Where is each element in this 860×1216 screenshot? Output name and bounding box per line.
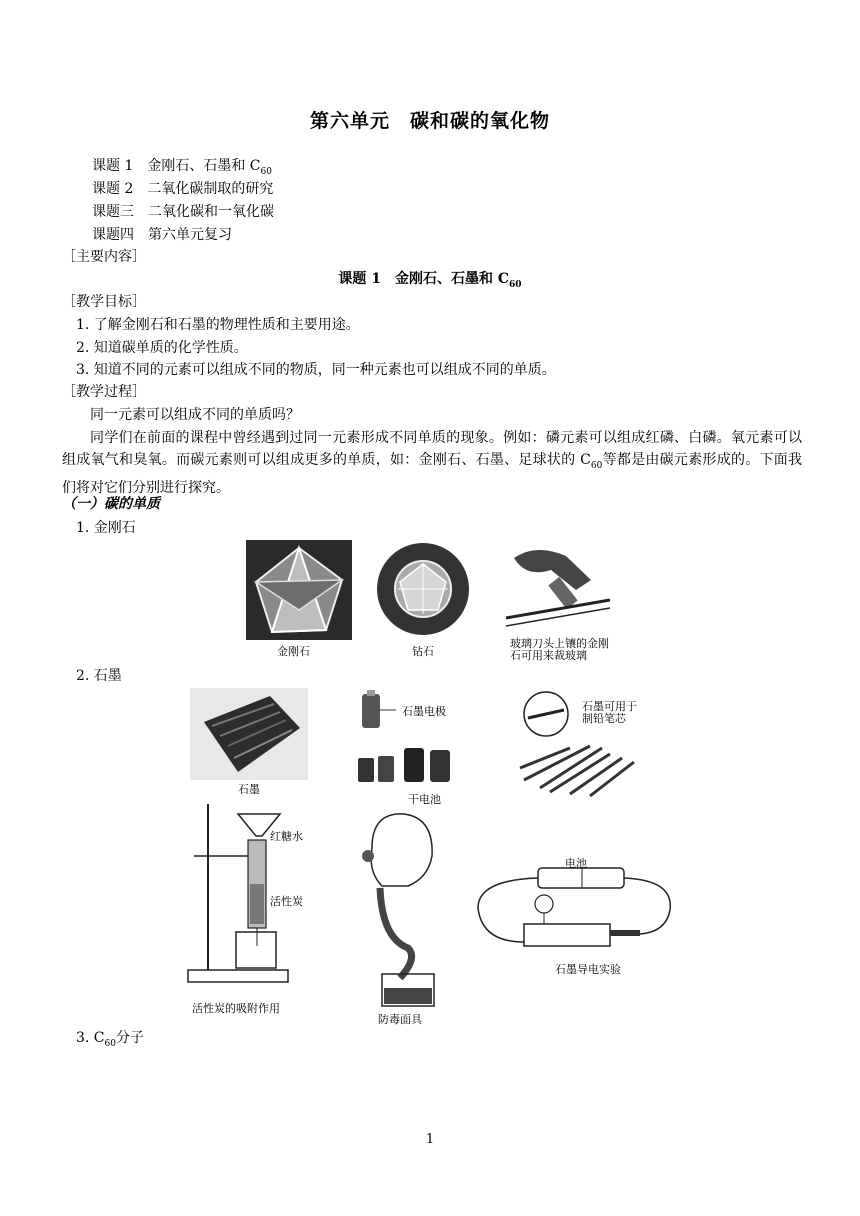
toc-item-2: 课题 2 二氧化碳制取的研究 — [92, 181, 274, 197]
caption-raw-diamond: 金刚石 — [277, 645, 310, 658]
raw-diamond-photo — [246, 540, 352, 640]
caption-battery: 干电池 — [408, 793, 441, 806]
main-content-label: ［主要内容］ — [62, 249, 146, 265]
item-graphite: 2. 石墨 — [76, 668, 122, 684]
caption-gas-mask: 防毒面具 — [378, 1013, 422, 1026]
caption-electrode: 石墨电极 — [402, 705, 446, 718]
caption-graphite: 石墨 — [238, 783, 260, 796]
goal-item-3: 3. 知道不同的元素可以组成不同的物质，同一种元素也可以组成不同的单质。 — [76, 362, 556, 378]
section-carbon-elements: （一）碳的单质 — [62, 496, 160, 512]
caption-sugar-water: 红糖水 — [270, 830, 303, 843]
conductivity-experiment-drawing — [470, 860, 680, 960]
intro-paragraph: 同学们在前面的课程中曾经遇到过同一元素形成不同单质的现象。例如：磷元素可以组成红磷、白磷。氧元素可以组成氧气和臭氧。而碳元素则可以组成更多的单质，如：金刚石、石墨、足球状的 $C_{60}$等都是由碳元素形成的。下面我们将对它们分别进行探究。 — [62, 430, 802, 496]
caption-activated-carbon: 活性炭 — [270, 895, 303, 908]
lesson-title: 课题 1 金刚石、石墨和 $C_{60}$ — [338, 271, 522, 290]
goal-item-2: 2. 知道碳单质的化学性质。 — [76, 340, 248, 356]
glass-cutter-photo — [496, 538, 612, 636]
graphite-photo — [190, 688, 308, 780]
toc-item-3: 课题三 二氧化碳和一氧化碳 — [92, 204, 274, 220]
item-c60: 3. $C_{60}$分子 — [76, 1030, 144, 1049]
caption-glass-cutter: 玻璃刀头上镶的金刚 石可用来裁玻璃 — [510, 637, 609, 662]
caption-pencil: 石墨可用于 制铅笔芯 — [582, 700, 637, 725]
toc-item-1: 课题 1 金刚石、石墨和 $C_{60}$ — [92, 158, 272, 177]
toc-item-4: 课题四 第六单元复习 — [92, 227, 232, 243]
goals-label: ［教学目标］ — [62, 294, 146, 310]
goal-item-1: 1. 了解金刚石和石墨的物理性质和主要用途。 — [76, 317, 360, 333]
question-line: 同一元素可以组成不同的单质吗？ — [90, 407, 300, 423]
gas-mask-drawing — [352, 808, 442, 1008]
item-diamond: 1. 金刚石 — [76, 520, 136, 536]
caption-conduct: 石墨导电实验 — [555, 963, 621, 976]
caption-adsorption: 活性炭的吸附作用 — [192, 1002, 280, 1015]
cut-diamond-photo — [376, 542, 470, 636]
unit-title: 第六单元 碳和碳的氧化物 — [309, 110, 550, 132]
page-number: 1 — [425, 1132, 435, 1147]
process-label: ［教学过程］ — [62, 384, 146, 400]
caption-cell: 电池 — [565, 857, 587, 870]
caption-gem: 钻石 — [412, 645, 434, 658]
